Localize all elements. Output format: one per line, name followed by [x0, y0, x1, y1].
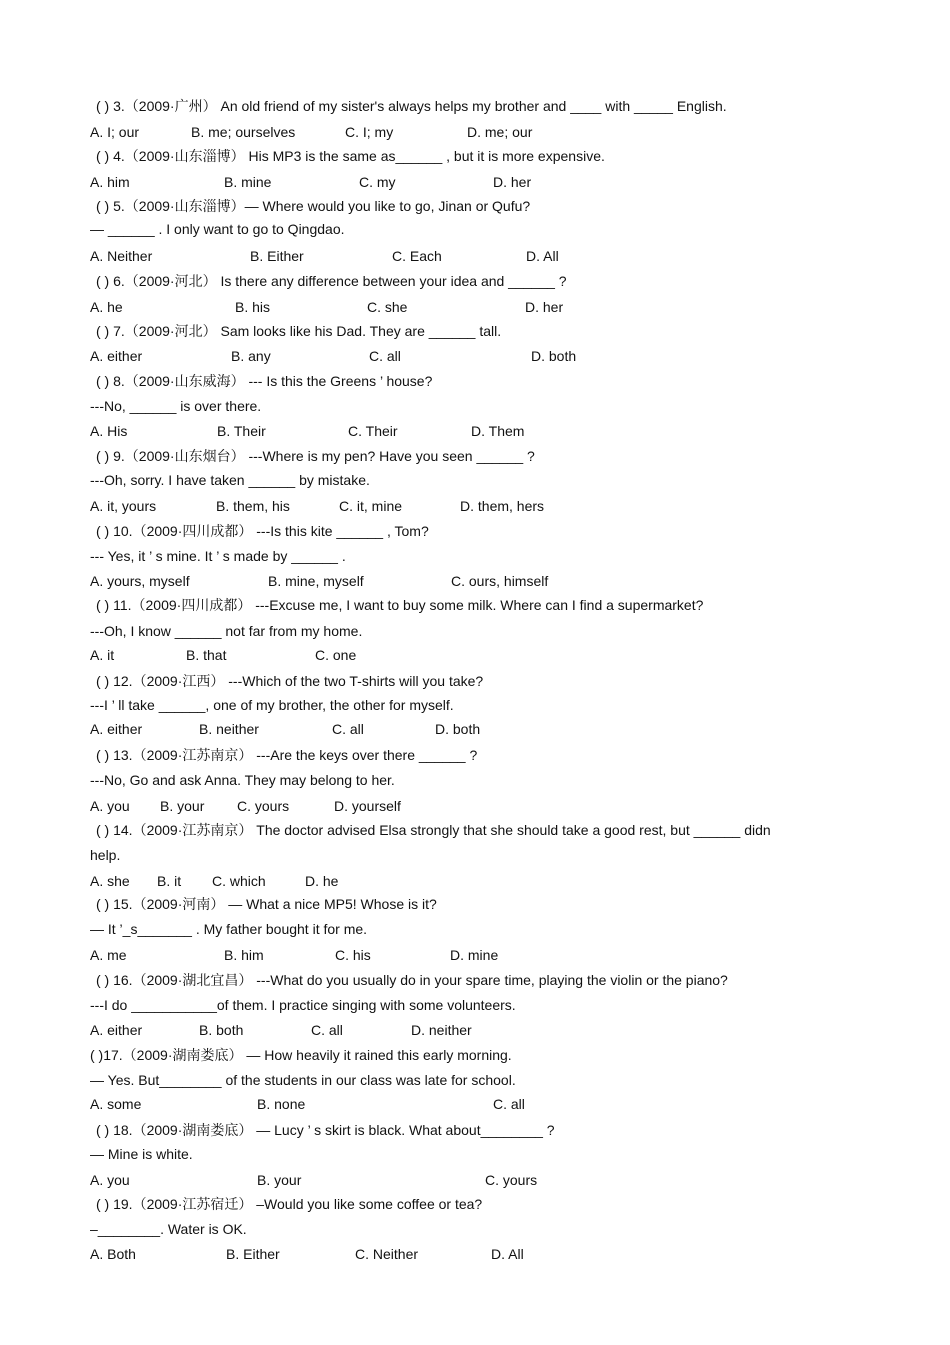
question-text: ( ) 3.（2009·广州） An old friend of my sister's always helps my brother and ____ with _____ English. [96, 98, 727, 114]
options-12 [90, 720, 890, 738]
option-c: C. yours [485, 1172, 538, 1188]
question-text: ( ) 7.（2009·河北） Sam looks like his Dad. They are ______ tall. [96, 323, 502, 339]
option-d: D. neither [411, 1022, 472, 1038]
question-6 [96, 272, 896, 290]
option-b: B. mine, myself [268, 573, 364, 589]
option-c: C. all [369, 348, 401, 364]
option-a: A. some [90, 1096, 142, 1112]
option-b: B. them, his [216, 498, 290, 514]
question-8-response [90, 397, 890, 415]
question-text: ( ) 5.（2009·山东淄博）— Where would you like to go, Jinan or Qufu? [96, 198, 531, 214]
option-a: A. either [90, 348, 143, 364]
option-b: B. it [157, 873, 182, 889]
question-12 [96, 672, 896, 690]
question-10-response [90, 547, 890, 565]
response-text: ---No, Go and ask Anna. They may belong to her. [90, 772, 395, 788]
option-d: D. her [525, 299, 564, 315]
option-c: C. yours [237, 798, 290, 814]
question-16 [96, 971, 896, 989]
option-b: B. me; ourselves [191, 124, 296, 140]
response-text: — Mine is white. [90, 1146, 193, 1162]
option-d: D. mine [450, 947, 499, 963]
option-b: B. Either [250, 248, 304, 264]
options-11 [90, 646, 890, 664]
response-text: --- Yes, it ’ s mine. It ’ s made by ______ . [90, 548, 346, 564]
response-text: ---No, ______ is over there. [90, 398, 262, 414]
question-15-response [90, 920, 890, 938]
option-b: B. your [160, 798, 205, 814]
question-14-continuation [90, 846, 890, 864]
option-a: A. I; our [90, 124, 140, 140]
question-18 [96, 1121, 896, 1139]
question-19-response [90, 1220, 890, 1238]
question-9 [96, 447, 896, 465]
response-text: — Yes. But________ of the students in our class was late for school. [90, 1072, 516, 1088]
option-b: B. your [257, 1172, 302, 1188]
option-c: C. my [359, 174, 396, 190]
option-c: C. ours, himself [451, 573, 549, 589]
options-17 [90, 1095, 890, 1113]
question-text: ( ) 13.（2009·江苏南京） ---Are the keys over there ______ ? [96, 747, 478, 763]
option-c: C. Neither [355, 1246, 419, 1262]
question-text: ( ) 18.（2009·湖南娄底） — Lucy ’ s skirt is black. What about________ ? [96, 1122, 555, 1138]
option-c: C. his [335, 947, 371, 963]
question-8 [96, 372, 896, 390]
question-18-response [90, 1145, 890, 1163]
question-text: ( ) 11.（2009·四川成都） ---Excuse me, I want to buy some milk. Where can I find a supermarket? [96, 597, 704, 613]
option-c: C. I; my [345, 124, 394, 140]
option-b: B. any [231, 348, 271, 364]
question-text: ( ) 15.（2009·河南） — What a nice MP5! Whose is it? [96, 896, 437, 912]
option-c: C. which [212, 873, 266, 889]
option-b: B. both [199, 1022, 244, 1038]
question-text: ( ) 4.（2009·山东淄博） His MP3 is the same as______ , but it is more expensive. [96, 148, 605, 164]
question-13-response [90, 771, 890, 789]
option-a: A. you [90, 798, 130, 814]
question-5 [96, 197, 896, 215]
question-text: ( ) 19.（2009·江苏宿迁） –Would you like some coffee or tea? [96, 1196, 483, 1212]
options-5 [90, 247, 890, 265]
question-17 [90, 1046, 890, 1064]
options-8 [90, 422, 890, 440]
option-b: B. none [257, 1096, 306, 1112]
option-a: A. he [90, 299, 123, 315]
option-a: A. either [90, 1022, 143, 1038]
response-text: ---Oh, I know ______ not far from my home. [90, 623, 363, 639]
options-10 [90, 572, 890, 590]
option-d: D. both [435, 721, 481, 737]
option-c: C. she [367, 299, 408, 315]
question-text: ( ) 9.（2009·山东烟台） ---Where is my pen? Have you seen ______ ? [96, 448, 535, 464]
response-text: –________. Water is OK. [90, 1221, 247, 1237]
options-9 [90, 497, 890, 515]
options-16 [90, 1021, 890, 1039]
option-b: B. him [224, 947, 264, 963]
options-6 [90, 298, 890, 316]
question-15 [96, 895, 896, 913]
option-b: B. Their [217, 423, 266, 439]
question-text: ( ) 6.（2009·河北） Is there any difference between your idea and ______ ? [96, 273, 567, 289]
option-c: C. Their [348, 423, 398, 439]
option-a: A. Neither [90, 248, 153, 264]
option-d: D. he [305, 873, 339, 889]
question-text: ( ) 8.（2009·山东威海） --- Is this the Greens ’ house? [96, 373, 433, 389]
question-12-response [90, 696, 890, 714]
question-14 [96, 821, 896, 839]
options-19 [90, 1245, 890, 1263]
question-11 [96, 596, 896, 614]
question-16-response [90, 996, 890, 1014]
option-c: C. Each [392, 248, 442, 264]
options-15 [90, 946, 890, 964]
option-a: A. Both [90, 1246, 136, 1262]
option-d: D. me; our [467, 124, 533, 140]
option-a: A. me [90, 947, 127, 963]
response-text: ---I do ___________of them. I practice singing with some volunteers. [90, 997, 516, 1013]
option-a: A. yours, myself [90, 573, 190, 589]
question-17-response [90, 1071, 890, 1089]
question-11-response [90, 622, 890, 640]
option-d: D. All [491, 1246, 524, 1262]
option-b: B. Either [226, 1246, 280, 1262]
response-text: — ______ . I only want to go to Qingdao. [90, 221, 345, 237]
question-5-response [90, 220, 890, 238]
option-b: B. that [186, 647, 227, 663]
response-text: ---Oh, sorry. I have taken ______ by mistake. [90, 472, 370, 488]
option-a: A. it [90, 647, 115, 663]
question-19 [96, 1195, 896, 1213]
option-a: A. she [90, 873, 130, 889]
options-7 [90, 347, 890, 365]
question-text: ( ) 12.（2009·江西） ---Which of the two T-shirts will you take? [96, 673, 484, 689]
option-c: C. it, mine [339, 498, 403, 514]
question-3 [96, 97, 896, 115]
question-13 [96, 746, 896, 764]
question-9-response [90, 471, 890, 489]
options-3 [90, 123, 890, 141]
question-text: ( ) 14.（2009·江苏南京） The doctor advised Elsa strongly that she should take a good rest, but ______ didn [96, 822, 771, 838]
option-a: A. either [90, 721, 143, 737]
question-7 [96, 322, 896, 340]
option-d: D. both [531, 348, 577, 364]
option-d: D. them, hers [460, 498, 545, 514]
question-text: ( ) 10.（2009·四川成都） ---Is this kite ______ , Tom? [96, 523, 429, 539]
response-text: — It ’_s_______ . My father bought it for me. [90, 921, 368, 937]
options-18 [90, 1171, 890, 1189]
option-b: B. neither [199, 721, 259, 737]
option-a: A. him [90, 174, 130, 190]
options-14 [90, 872, 890, 890]
option-b: B. mine [224, 174, 272, 190]
question-text: ( ) 16.（2009·湖北宜昌） ---What do you usually do in your spare time, playing the violin or the piano? [96, 972, 728, 988]
option-a: A. His [90, 423, 128, 439]
option-a: A. it, yours [90, 498, 157, 514]
option-c: C. one [315, 647, 357, 663]
option-c: C. all [311, 1022, 343, 1038]
options-13 [90, 797, 890, 815]
option-c: C. all [332, 721, 364, 737]
question-10 [96, 522, 896, 540]
option-d: D. yourself [334, 798, 401, 814]
question-text: ( )17.（2009·湖南娄底） — How heavily it rained this early morning. [90, 1047, 512, 1063]
option-d: D. her [493, 174, 532, 190]
option-b: B. his [235, 299, 271, 315]
question-text-continued: help. [90, 847, 121, 863]
response-text: ---I ’ ll take ______, one of my brother, the other for myself. [90, 697, 454, 713]
option-d: D. All [526, 248, 559, 264]
question-4 [96, 147, 896, 165]
option-c: C. all [493, 1096, 525, 1112]
options-4 [90, 173, 890, 191]
option-a: A. you [90, 1172, 130, 1188]
option-d: D. Them [471, 423, 525, 439]
